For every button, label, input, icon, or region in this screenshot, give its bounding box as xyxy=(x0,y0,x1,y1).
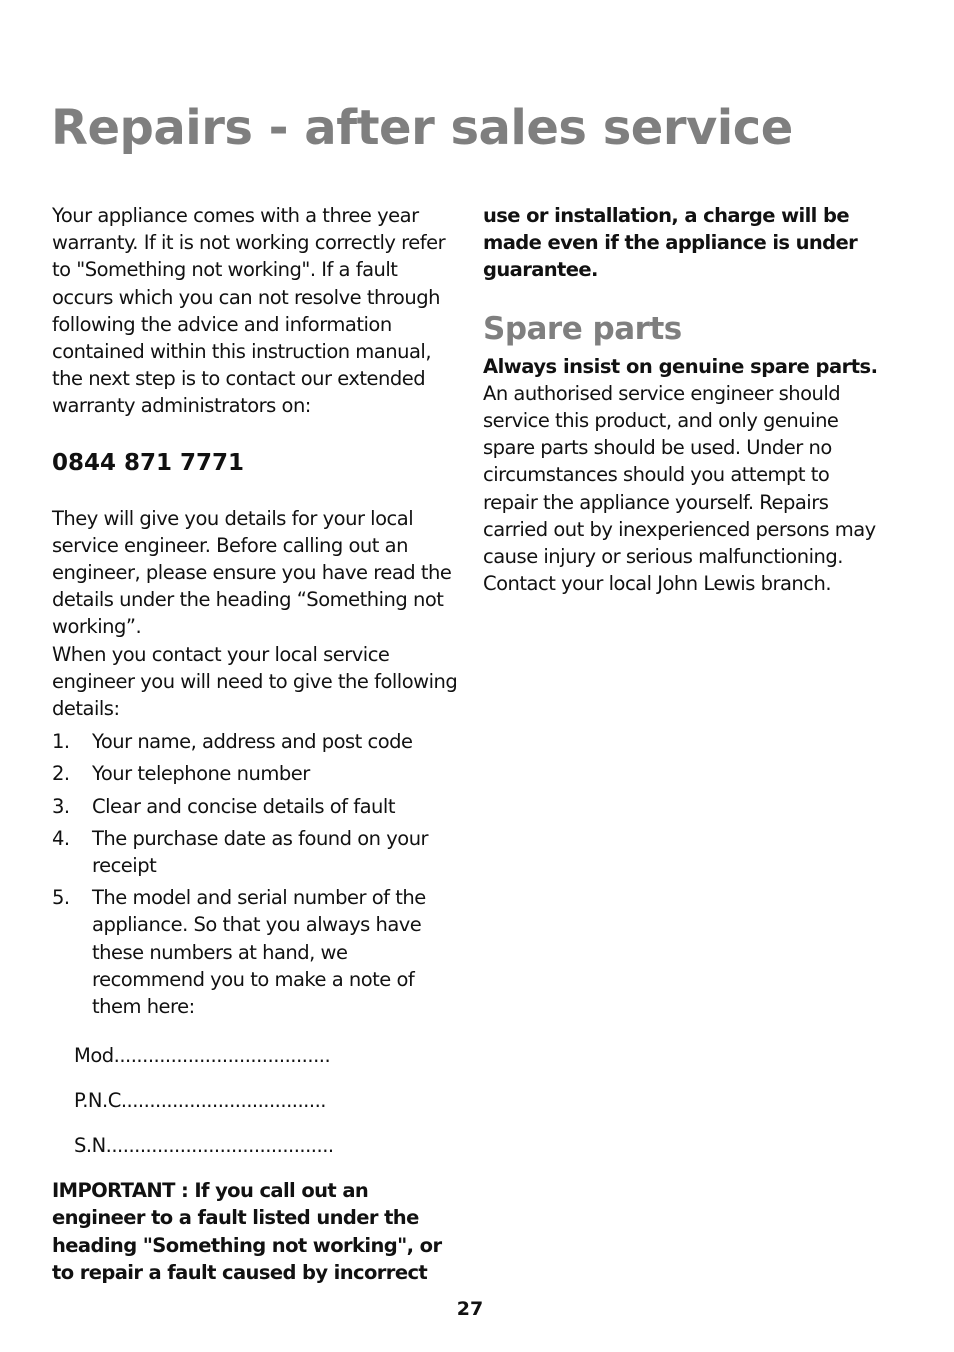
spare-parts-body: An authorised service engineer should service this product, and only genuine spare parts should be used. Under no circumstances should you attempt to repair the appliance yourself. Repairs carried out by inexperienced persons may cause injury or serious malfunctioning. Contact your local John Lewis branch. xyxy=(483,381,876,596)
page-title: Repairs - after sales service xyxy=(51,100,793,156)
list-item-text: Your name, address and post code xyxy=(92,730,413,754)
field-label: P.N.C.................................... xyxy=(74,1089,326,1113)
list-item-number: 3. xyxy=(52,794,70,818)
warranty-phone-number: 0844 871 7771 xyxy=(52,449,245,476)
list-item-number: 2. xyxy=(52,762,70,786)
bullet-icon xyxy=(52,1132,74,1177)
left-column xyxy=(52,202,462,1286)
pnc-field xyxy=(52,1087,462,1132)
list-item-text: Clear and concise details of fault xyxy=(92,794,395,818)
list-item xyxy=(52,728,462,755)
list-item xyxy=(52,760,462,787)
model-record-list xyxy=(52,1042,462,1177)
field-label: S.N........................................ xyxy=(74,1134,334,1158)
important-notice-continued: use or installation, a charge will be made even if the appliance is under guarantee. xyxy=(483,204,858,282)
spare-parts-lead: Always insist on genuine spare parts. xyxy=(483,354,878,378)
list-item xyxy=(52,825,462,879)
spare-parts-heading: Spare parts xyxy=(483,310,682,347)
engineer-paragraph: They will give you details for your local service engineer. Before calling out an engineer, please ensure you have read the details under the heading “Something not working”. xyxy=(52,506,452,639)
list-item-number: 5. xyxy=(52,886,70,910)
serial-number-field xyxy=(52,1132,462,1177)
bullet-icon xyxy=(52,1087,74,1132)
important-notice: IMPORTANT : If you call out an engineer to a fault listed under the heading "Something not working", or to repair a fault caused by incorrect xyxy=(52,1179,442,1284)
model-number-field xyxy=(52,1042,462,1087)
page-number: 27 xyxy=(456,1298,484,1320)
details-intro-paragraph: When you contact your local service engineer you will need to give the following details: xyxy=(52,642,458,721)
right-column xyxy=(483,202,888,597)
bullet-icon xyxy=(52,1042,74,1087)
list-item xyxy=(52,884,462,1020)
required-details-list xyxy=(52,728,462,1020)
intro-paragraph: Your appliance comes with a three year warranty. If it is not working correctly refer to "Something not working". If a fault occurs which you can not resolve through following the advice and information contained within this instruction manual, the next step is to contact our extended warranty administrators on: xyxy=(52,204,446,418)
list-item xyxy=(52,793,462,820)
list-item-number: 4. xyxy=(52,826,70,850)
list-item-text: The model and serial number of the appliance. So that you always have these numbers at hand, we recommend you to make a note of them here: xyxy=(92,886,426,1019)
field-label: Mod...................................... xyxy=(74,1044,331,1068)
list-item-text: The purchase date as found on your receipt xyxy=(92,826,429,878)
list-item-number: 1. xyxy=(52,730,70,754)
list-item-text: Your telephone number xyxy=(92,762,310,786)
